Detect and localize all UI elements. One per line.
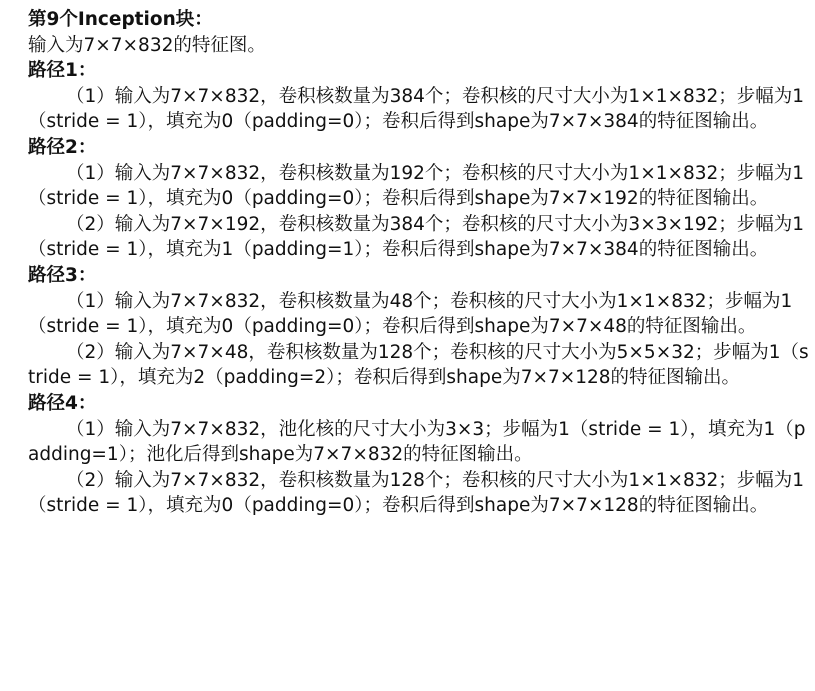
path-3-section	[28, 263, 809, 391]
path-3-step-2: （2）输入为7×7×48，卷积核数量为128个；卷积核的尺寸大小为5×5×32；步幅为1（stride = 1），填充为2（padding=2）；卷积后得到shape为7×7×128的特征图输出。	[28, 341, 809, 389]
path-3-step-1: （1）输入为7×7×832，卷积核数量为48个；卷积核的尺寸大小为1×1×832；步幅为1（stride = 1），填充为0（padding=0）；卷积后得到shape为7×7×48的特征图输出。	[28, 290, 793, 338]
path-4-section	[28, 391, 809, 519]
path-1-heading: 路径1：	[28, 60, 97, 82]
path-3-heading: 路径3：	[28, 264, 97, 286]
path-2-heading: 路径2：	[28, 136, 97, 158]
path-1-step-1: （1）输入为7×7×832，卷积核数量为384个；卷积核的尺寸大小为1×1×832；步幅为1（stride = 1），填充为0（padding=0）；卷积后得到shape为7×7×384的特征图输出。	[28, 85, 805, 133]
document-title: 第9个Inception块：	[28, 9, 213, 30]
path-2-step-1: （1）输入为7×7×832，卷积核数量为192个；卷积核的尺寸大小为1×1×832；步幅为1（stride = 1），填充为0（padding=0）；卷积后得到shape为7×7×192的特征图输出。	[28, 162, 805, 210]
path-4-step-1: （1）输入为7×7×832，池化核的尺寸大小为3×3；步幅为1（stride = 1），填充为1（padding=1）；池化后得到shape为7×7×832的特征图输出。	[28, 418, 806, 466]
path-4-heading: 路径4：	[28, 392, 97, 414]
path-4-step-2: （2）输入为7×7×832，卷积核数量为128个；卷积核的尺寸大小为1×1×832；步幅为1（stride = 1），填充为0（padding=0）；卷积后得到shape为7×7×128的特征图输出。	[28, 469, 805, 517]
path-1-section	[28, 58, 809, 135]
path-2-section	[28, 135, 809, 263]
intro-text: 输入为7×7×832的特征图。	[28, 34, 266, 56]
path-2-step-2: （2）输入为7×7×192，卷积核数量为384个；卷积核的尺寸大小为3×3×192；步幅为1（stride = 1），填充为1（padding=1）；卷积后得到shape为7×7×384的特征图输出。	[28, 213, 805, 261]
